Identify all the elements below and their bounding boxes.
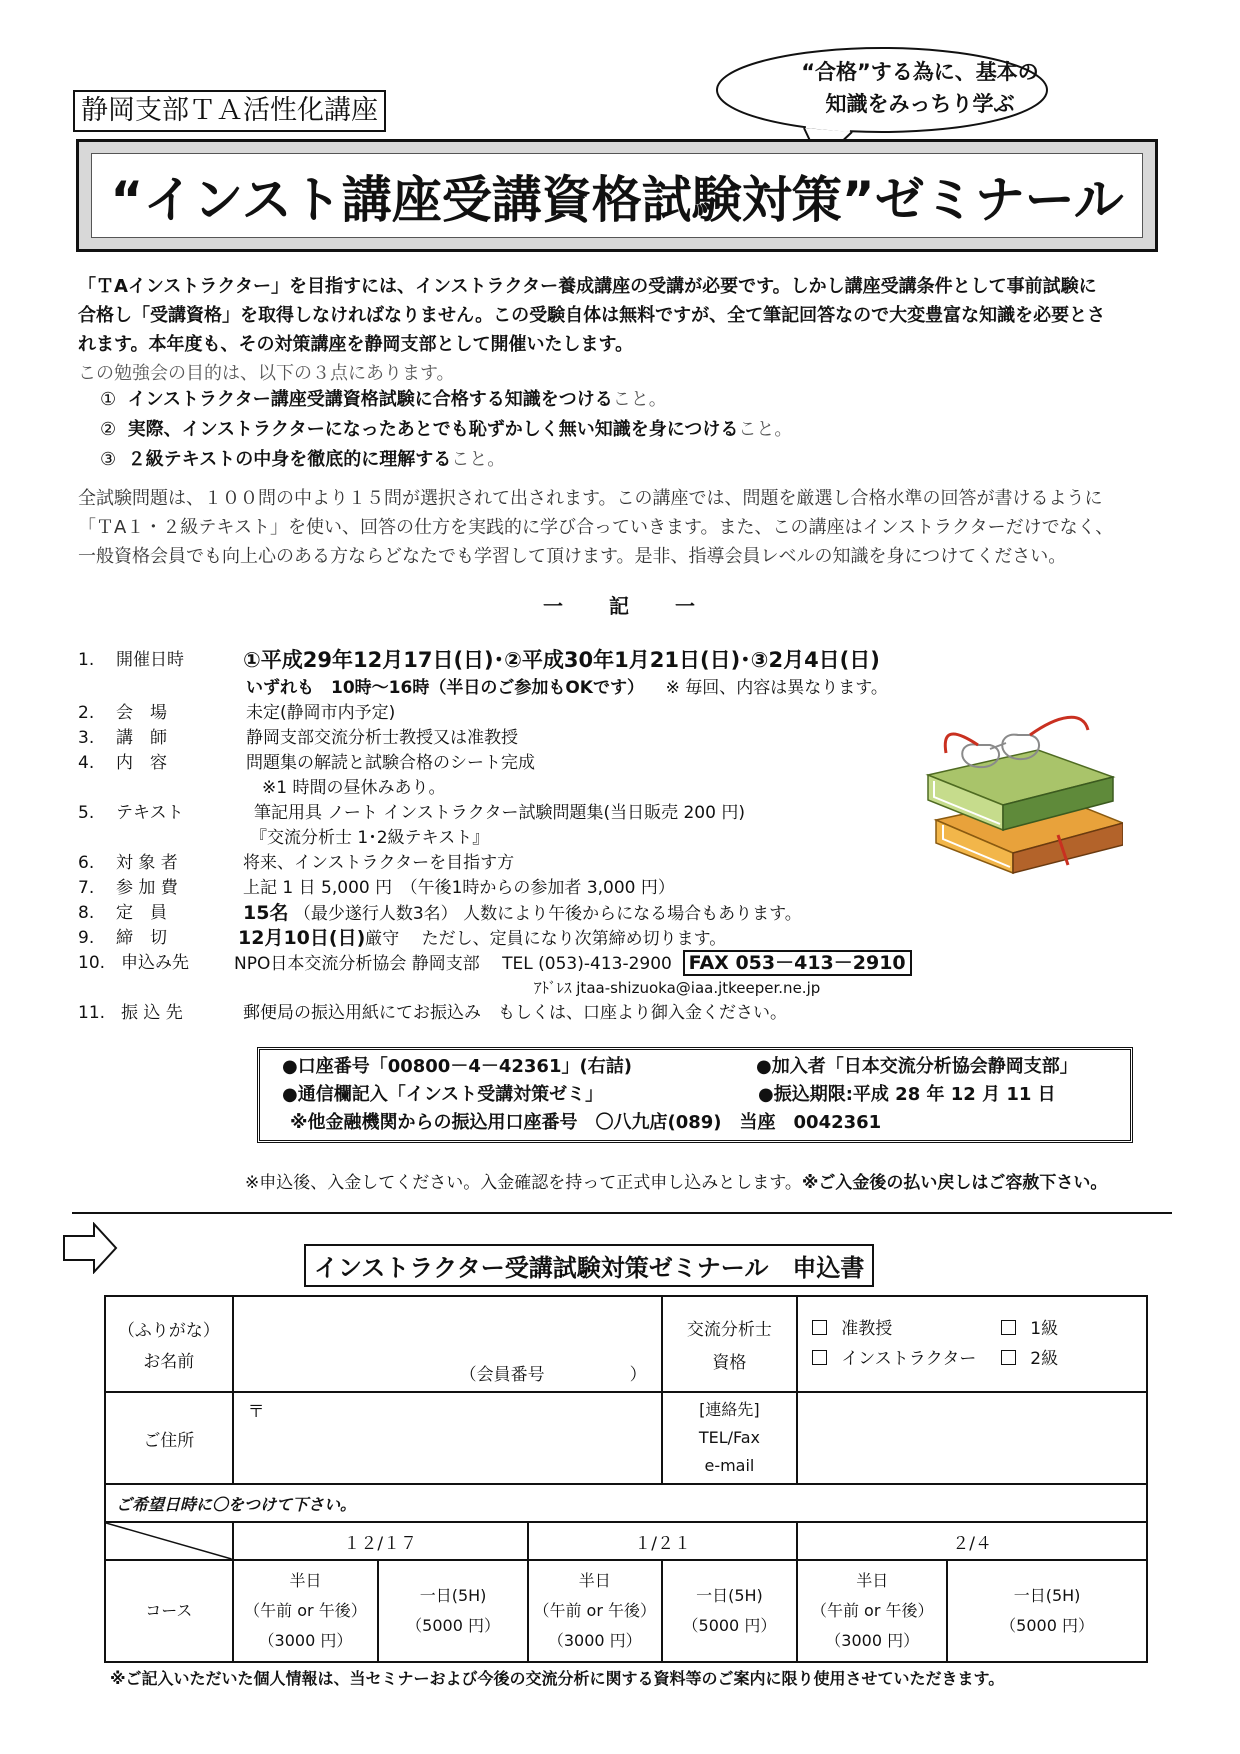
bank-account: ●口座番号「00800－4－42361」(右詰) — [282, 1056, 632, 1077]
detail-value: NPO日本交流分析協会 静岡支部 TEL (053)-413-2900 — [234, 954, 672, 974]
purpose-text-2: 実際、インストラクターになったあとでも恥ずかしく無い知識を身につける — [127, 419, 739, 440]
option-grade1: 1級 — [1030, 1319, 1059, 1339]
detail-num: 9. — [78, 928, 95, 948]
detail-row-10 — [78, 951, 1188, 976]
purpose-num-2: ② — [100, 419, 117, 440]
am-pm-label: （午前 or 午後） — [244, 1601, 367, 1620]
books-icon — [918, 705, 1123, 875]
detail-label: テキスト — [116, 803, 184, 823]
checkbox-grade2[interactable] — [1001, 1350, 1016, 1365]
detail-value: 未定(静岡市内予定) — [246, 703, 396, 723]
capacity: 15名 — [243, 902, 289, 924]
detail-label: 締 切 — [116, 928, 167, 948]
am-pm-label: （午前 or 午後） — [533, 1601, 656, 1620]
full-day-label: 一日(5H) — [696, 1586, 763, 1605]
detail-label: 内 容 — [116, 753, 167, 773]
detail-row-1 — [78, 648, 1188, 676]
full-day-label: 一日(5H) — [1013, 1586, 1081, 1605]
bank-info-box — [257, 1047, 1133, 1143]
detail-num: 2. — [78, 703, 95, 723]
detail-value: 厳守 ただし、定員になり次第締め切ります。 — [365, 929, 727, 949]
name-label: お名前 — [143, 1352, 195, 1372]
detail-label: 定 員 — [116, 903, 167, 923]
qualification-label: 交流分析士 — [686, 1320, 772, 1340]
course-label: コース — [105, 1560, 233, 1662]
detail-num: 6. — [78, 853, 95, 873]
purpose-tail-1: こと。 — [612, 389, 667, 410]
detail-row-1-sub — [78, 676, 1188, 701]
exam-line-1: 全試験問題は、１００問の中より１５問が選択されて出されます。この講座では、問題を厳選し合格水準の回答が書けるように — [78, 488, 1103, 509]
detail-row-9 — [78, 926, 1188, 951]
refund-notice: ※ご入金後の払い戻しはご容赦下さい。 — [801, 1173, 1108, 1193]
detail-label: 対 象 者 — [116, 853, 178, 873]
detail-num: 5. — [78, 803, 95, 823]
detail-value: （最少遂行人数3名） 人数により午後からになる場合もあります。 — [293, 904, 802, 924]
purpose-line: この勉強会の目的は、以下の３点にあります。 — [78, 363, 455, 384]
bubble-line-1: “合格”する為に、基本の — [801, 60, 1039, 84]
purpose-text-1: インストラクター講座受講資格試験に合格する知識をつける — [127, 389, 613, 410]
full-day-label: 一日(5H) — [419, 1586, 487, 1605]
detail-value: 上記 1 日 5,000 円 （午後1時からの参加者 3,000 円） — [243, 878, 675, 898]
detail-label: 開催日時 — [116, 650, 184, 670]
form-row-name — [105, 1296, 1147, 1392]
exam-line-3: 一般資格会員でも向上心のある方ならどなたでも学習して頂けます。是非、指導会員レベルの知識を身につけてください。 — [78, 546, 1067, 567]
bank-other-account: ※他金融機関からの振込用口座番号 〇八九店(089) 当座 0042361 — [290, 1112, 882, 1133]
course-full-jan21[interactable] — [662, 1560, 798, 1662]
purpose-num-3: ③ — [100, 449, 117, 470]
member-number-label: （会員番号 ） — [459, 1365, 647, 1385]
privacy-notice: ※ご記入いただいた個人情報は、当セミナーおよび今後の交流分析に関する資料等のご案内に限り使用させていただきます。 — [110, 1669, 1005, 1688]
cut-line — [72, 1212, 1172, 1214]
detail-label: 申込み先 — [121, 953, 189, 973]
checkbox-grade1[interactable] — [1001, 1320, 1016, 1335]
detail-label: 会 場 — [116, 703, 167, 723]
checkbox-assoc[interactable] — [812, 1320, 827, 1335]
detail-value: 郵便局の振込用紙にてお振込み もしくは、口座より御入金ください。 — [243, 1003, 787, 1023]
purpose-item-3 — [100, 445, 1160, 475]
speech-bubble-text — [770, 56, 1070, 120]
option-grade2: 2級 — [1030, 1349, 1059, 1369]
detail-value: 『交流分析士 1･2級テキスト』 — [250, 828, 490, 848]
detail-value: ※1 時間の昼休みあり。 — [262, 778, 446, 798]
full-price: （5000 円） — [406, 1616, 500, 1635]
date-dec17: １２/１７ — [233, 1522, 528, 1560]
form-row-address — [105, 1392, 1147, 1484]
detail-label: 講 師 — [116, 728, 167, 748]
arrow-right-icon — [62, 1222, 118, 1274]
detail-value: 将来、インストラクターを目指す方 — [243, 853, 515, 873]
am-pm-label: （午前 or 午後） — [810, 1601, 934, 1620]
course-full-dec17[interactable] — [378, 1560, 528, 1662]
half-day-label: 半日 — [289, 1571, 322, 1590]
contact-label: [連絡先] — [699, 1400, 760, 1419]
detail-num: 7. — [78, 878, 95, 898]
detail-row-10-sub — [78, 976, 1188, 1001]
detail-value: 筆記用具 ノート インストラクター試験問題集(当日販売 200 円) — [254, 803, 745, 823]
name-label-cell — [105, 1296, 233, 1392]
payment-notice — [245, 1168, 1107, 1193]
exam-line-2: 「ＴA１・２級テキスト」を使い、回答の仕方を実践的に学び合っていきます。また、この講座はインストラクターだけでなく、 — [78, 517, 1114, 538]
purpose-text-3: ２級テキストの中身を徹底的に理解する — [127, 449, 452, 470]
course-half-dec17[interactable] — [233, 1560, 379, 1662]
detail-time: いずれも 10時～16時（半日のご参加もOKです） — [246, 678, 644, 698]
form-row-course — [105, 1560, 1147, 1662]
bank-payee: ●加入者「日本交流分析協会静岡支部」 — [756, 1056, 1078, 1077]
application-form — [104, 1295, 1148, 1663]
date-instruction: ご希望日時に〇をつけて下さい。 — [105, 1484, 1147, 1522]
title-frame — [76, 139, 1158, 252]
detail-num: 1. — [78, 650, 95, 670]
branch-label: 静岡支部ＴＡ活性化講座 — [73, 90, 386, 132]
detail-value: ①平成29年12月17日(日)･②平成30年1月21日(日)･③2月4日(日) — [243, 648, 880, 672]
purpose-num-1: ① — [100, 389, 117, 410]
option-instructor: インストラクター — [841, 1349, 977, 1369]
purpose-list — [100, 385, 1160, 475]
option-assoc: 准教授 — [841, 1319, 893, 1339]
form-row-dates — [105, 1522, 1147, 1560]
course-full-feb4[interactable] — [947, 1560, 1147, 1662]
name-input-cell[interactable] — [233, 1296, 662, 1392]
detail-num: 10. — [78, 953, 106, 973]
course-half-jan21[interactable] — [528, 1560, 662, 1662]
half-price: （3000 円） — [825, 1631, 920, 1650]
purpose-tail-3: こと。 — [451, 449, 506, 470]
qualification-label-2: 資格 — [712, 1353, 747, 1373]
full-price: （5000 円） — [1000, 1616, 1094, 1635]
checkbox-instructor[interactable] — [812, 1350, 827, 1365]
intro-line-2: 合格し「受講資格」を取得しなければなりません。この受験自体は無料ですが、全て筆記回答なので大変豊富な知識を必要とさ — [78, 305, 1106, 326]
detail-label: 振 込 先 — [121, 1003, 183, 1023]
ki-heading: 一 記 一 — [543, 594, 697, 618]
detail-num: 11. — [78, 1003, 106, 1023]
deadline-date: 12月10日(日) — [238, 927, 366, 949]
detail-label: 参 加 費 — [116, 878, 178, 898]
notice-text: ※申込後、入金してください。入金確認を持って正式申し込みとします。 — [245, 1173, 802, 1193]
qualification-options — [797, 1296, 1147, 1392]
half-day-label: 半日 — [578, 1571, 611, 1590]
bank-deadline: ●振込期限:平成 28 年 12 月 11 日 — [758, 1084, 1056, 1105]
qualification-label-cell — [662, 1296, 798, 1392]
bank-memo: ●通信欄記入「インスト受講対策ゼミ」 — [282, 1084, 604, 1105]
page-title: “インスト講座受講資格試験対策”ゼミナール — [91, 153, 1143, 238]
half-day-label: 半日 — [856, 1571, 889, 1590]
form-title: インストラクター受講試験対策ゼミナール 申込書 — [304, 1244, 874, 1287]
detail-note: ※ 毎回、内容は異なります。 — [665, 678, 888, 698]
intro-line-3: れます。本年度も、その対策講座を静岡支部として開催いたします。 — [78, 334, 634, 355]
course-half-feb4[interactable] — [797, 1560, 947, 1662]
intro-line-1: 「ＴAインストラクター」を目指すには、インストラクター養成講座の受講が必要です。しかし講座受講条件として事前試験に — [78, 276, 1097, 297]
detail-value: 問題集の解読と試験合格のシート完成 — [246, 753, 535, 773]
date-feb4: ２/４ — [797, 1522, 1147, 1560]
bubble-line-2: 知識をみっちり学ぶ — [825, 92, 1015, 116]
purpose-item-1 — [100, 385, 1160, 415]
form-row-instruction — [105, 1484, 1147, 1522]
address-input-cell[interactable] — [233, 1392, 662, 1484]
purpose-item-2 — [100, 415, 1160, 445]
detail-value: 静岡支部交流分析士教授又は准教授 — [246, 728, 518, 748]
detail-row-11 — [78, 1001, 1188, 1026]
detail-num: 4. — [78, 753, 95, 773]
intro-text — [78, 272, 1172, 388]
detail-num: 3. — [78, 728, 95, 748]
postal-mark: 〒 — [247, 1402, 265, 1422]
furigana-label: （ふりがな） — [117, 1321, 220, 1341]
tel-fax-label: TEL/Fax — [698, 1428, 761, 1447]
address-label: ご住所 — [105, 1392, 233, 1484]
email-label: e-mail — [704, 1456, 755, 1475]
full-price: （5000 円） — [682, 1616, 777, 1635]
diagonal-cell — [105, 1522, 233, 1560]
detail-row-7 — [78, 876, 1188, 901]
contact-input-cell[interactable] — [797, 1392, 1147, 1484]
detail-num: 8. — [78, 903, 95, 923]
email-address: ｱﾄﾞﾚｽ jtaa-shizuoka@iaa.jtkeeper.ne.jp — [534, 979, 821, 997]
detail-row-8 — [78, 901, 1188, 926]
half-price: （3000 円） — [258, 1631, 353, 1650]
contact-label-cell — [662, 1392, 798, 1484]
exam-description — [78, 484, 1172, 571]
date-jan21: １/２１ — [528, 1522, 797, 1560]
purpose-tail-2: こと。 — [738, 419, 793, 440]
half-price: （3000 円） — [547, 1631, 642, 1650]
fax-number: FAX 053－413－2910 — [683, 950, 912, 976]
